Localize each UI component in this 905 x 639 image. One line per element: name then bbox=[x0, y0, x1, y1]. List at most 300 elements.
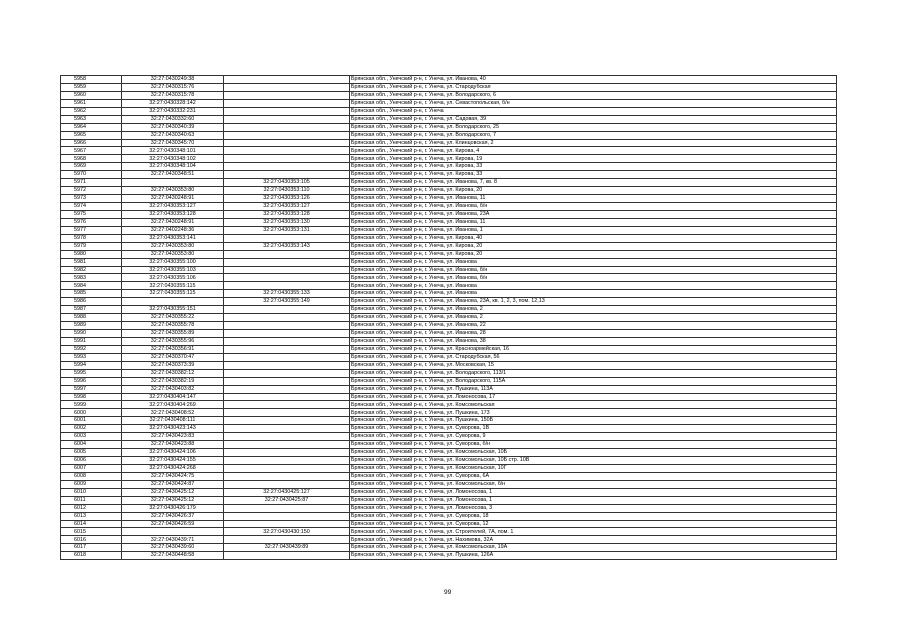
parent-cadastral-number-cell: 32:27:0430353:110 bbox=[224, 187, 350, 195]
address-cell: Брянская обл., Унечский р-н, г. Унеча, ул. Володарского, 113/1 bbox=[350, 369, 837, 377]
table-row bbox=[61, 345, 837, 353]
row-number-cell: 5998 bbox=[61, 393, 122, 401]
table-row bbox=[61, 464, 837, 472]
table-row bbox=[61, 314, 837, 322]
cadastral-number-cell: 32:27:0430424:268 bbox=[122, 464, 224, 472]
cadastral-number-cell: 32:27:0430249:38 bbox=[122, 76, 224, 84]
address-cell: Брянская обл., Унечский р-н, г. Унеча, ул. Володарского, 25 bbox=[350, 123, 837, 131]
table-row bbox=[61, 512, 837, 520]
table-row bbox=[61, 544, 837, 552]
cadastral-number-cell: 32:27:0430425:12 bbox=[122, 488, 224, 496]
row-number-cell: 5962 bbox=[61, 107, 122, 115]
address-cell: Брянская обл., Унечский р-н, г. Унеча, ул. Ломоносова, 17 bbox=[350, 393, 837, 401]
table-row bbox=[61, 258, 837, 266]
table-row bbox=[61, 385, 837, 393]
address-cell: Брянская обл., Унечский р-н, г. Унеча, ул. Иванова, б/н bbox=[350, 274, 837, 282]
parent-cadastral-number-cell bbox=[224, 504, 350, 512]
parent-cadastral-number-cell bbox=[224, 393, 350, 401]
parent-cadastral-number-cell bbox=[224, 163, 350, 171]
parent-cadastral-number-cell: 32:27:0430353:131 bbox=[224, 226, 350, 234]
table-row bbox=[61, 226, 837, 234]
cadastral-number-cell: 32:27:0430353:80 bbox=[122, 250, 224, 258]
table-row bbox=[61, 361, 837, 369]
table-row bbox=[61, 457, 837, 465]
cadastral-number-cell: 32:27:0430408:111 bbox=[122, 417, 224, 425]
row-number-cell: 6018 bbox=[61, 552, 122, 560]
cadastral-number-cell: 32:27:0430424:106 bbox=[122, 449, 224, 457]
cadastral-number-cell: 32:27:0430424:75 bbox=[122, 472, 224, 480]
parent-cadastral-number-cell bbox=[224, 99, 350, 107]
row-number-cell: 6011 bbox=[61, 496, 122, 504]
cadastral-number-cell: 32:27:0430426:59 bbox=[122, 520, 224, 528]
address-cell: Брянская обл., Унечский р-н, г. Унеча bbox=[350, 107, 837, 115]
parent-cadastral-number-cell: 32:27:0430353:128 bbox=[224, 210, 350, 218]
table-row bbox=[61, 496, 837, 504]
row-number-cell: 5969 bbox=[61, 163, 122, 171]
row-number-cell: 6002 bbox=[61, 425, 122, 433]
cadastral-number-cell: 32:27:0430355:96 bbox=[122, 337, 224, 345]
address-cell: Брянская обл., Унечский р-н, г. Унеча, ул. Красноармейская, 16 bbox=[350, 345, 837, 353]
parent-cadastral-number-cell bbox=[224, 234, 350, 242]
cadastral-number-cell: 32:27:0430355:115 bbox=[122, 290, 224, 298]
row-number-cell: 5982 bbox=[61, 266, 122, 274]
table-row bbox=[61, 488, 837, 496]
table-row bbox=[61, 203, 837, 211]
address-cell: Брянская обл., Унечский р-н, г. Унеча, ул. Иванова, 38 bbox=[350, 337, 837, 345]
cadastral-number-cell: 32:27:0430340:63 bbox=[122, 131, 224, 139]
address-cell: Брянская обл., Унечский р-н, г. Унеча, ул. Иванова, 23А bbox=[350, 210, 837, 218]
parent-cadastral-number-cell bbox=[224, 417, 350, 425]
address-cell: Брянская обл., Унечский р-н, г. Унеча, ул. Комсомольская bbox=[350, 401, 837, 409]
table-row bbox=[61, 536, 837, 544]
cadastral-number-cell: 32:27:0430355:78 bbox=[122, 322, 224, 330]
address-cell: Брянская обл., Унечский р-н, г. Унеча, ул. Иванова bbox=[350, 282, 837, 290]
table-row bbox=[61, 76, 837, 84]
parent-cadastral-number-cell bbox=[224, 377, 350, 385]
cadastral-number-cell: 32:27:0430345:70 bbox=[122, 139, 224, 147]
parent-cadastral-number-cell bbox=[224, 91, 350, 99]
row-number-cell: 5966 bbox=[61, 139, 122, 147]
row-number-cell: 5986 bbox=[61, 298, 122, 306]
cadastral-number-cell: 32:27:0430315:78 bbox=[122, 91, 224, 99]
row-number-cell: 5999 bbox=[61, 401, 122, 409]
table-row bbox=[61, 187, 837, 195]
cadastral-number-cell: 32:27:0430426:179 bbox=[122, 504, 224, 512]
row-number-cell: 5988 bbox=[61, 314, 122, 322]
cadastral-registry-table bbox=[60, 75, 837, 560]
parent-cadastral-number-cell bbox=[224, 345, 350, 353]
parent-cadastral-number-cell bbox=[224, 425, 350, 433]
row-number-cell: 6001 bbox=[61, 417, 122, 425]
row-number-cell: 6007 bbox=[61, 464, 122, 472]
cadastral-number-cell: 32:27:0430328:142 bbox=[122, 99, 224, 107]
address-cell: Брянская обл., Унечский р-н, г. Унеча, ул. Садовая, 39 bbox=[350, 115, 837, 123]
address-cell: Брянская обл., Унечский р-н, г. Унеча, ул. Иванова, 2 bbox=[350, 314, 837, 322]
cadastral-number-cell: 32:27:0430404:269 bbox=[122, 401, 224, 409]
parent-cadastral-number-cell bbox=[224, 83, 350, 91]
cadastral-number-cell: 32:27:0430425:12 bbox=[122, 496, 224, 504]
address-cell: Брянская обл., Унечский р-н, г. Унеча, ул. Иванова bbox=[350, 258, 837, 266]
address-cell: Брянская обл., Унечский р-н, г. Унеча, ул. Кирова, 4 bbox=[350, 147, 837, 155]
cadastral-number-cell: 32:27:0430353:80 bbox=[122, 242, 224, 250]
table-row bbox=[61, 115, 837, 123]
address-cell: Брянская обл., Унечский р-н, г. Унеча, ул. Нахимова, 32А bbox=[350, 536, 837, 544]
table-row bbox=[61, 504, 837, 512]
parent-cadastral-number-cell bbox=[224, 250, 350, 258]
row-number-cell: 5995 bbox=[61, 369, 122, 377]
address-cell: Брянская обл., Унечский р-н, г. Унеча, ул. Кирова, 40 bbox=[350, 234, 837, 242]
parent-cadastral-number-cell bbox=[224, 306, 350, 314]
cadastral-number-cell: 32:27:0430355:115 bbox=[122, 282, 224, 290]
table-row bbox=[61, 401, 837, 409]
cadastral-number-cell: 32:27:0430348:51 bbox=[122, 171, 224, 179]
row-number-cell: 5983 bbox=[61, 274, 122, 282]
cadastral-number-cell: 32:27:0430373:39 bbox=[122, 361, 224, 369]
row-number-cell: 5994 bbox=[61, 361, 122, 369]
cadastral-number-cell: 32:27:0430423:88 bbox=[122, 441, 224, 449]
table-row bbox=[61, 472, 837, 480]
address-cell: Брянская обл., Унечский р-н, г. Унеча, ул. Комсомольская, 10Б bbox=[350, 449, 837, 457]
row-number-cell: 5977 bbox=[61, 226, 122, 234]
row-number-cell: 5985 bbox=[61, 290, 122, 298]
parent-cadastral-number-cell bbox=[224, 314, 350, 322]
row-number-cell: 6004 bbox=[61, 441, 122, 449]
cadastral-number-cell: 32:27:0430355:106 bbox=[122, 274, 224, 282]
address-cell: Брянская обл., Унечский р-н, г. Унеча, ул. Комсомольская, 10Г bbox=[350, 464, 837, 472]
address-cell: Брянская обл., Унечский р-н, г. Унеча, ул. Суворова, 6А bbox=[350, 472, 837, 480]
address-cell: Брянская обл., Унечский р-н, г. Унеча, ул. Кирова, 20 bbox=[350, 242, 837, 250]
cadastral-number-cell: 32:27:0430426:37 bbox=[122, 512, 224, 520]
cadastral-number-cell: 32:27:0430353:128 bbox=[122, 210, 224, 218]
address-cell: Брянская обл., Унечский р-н, г. Унеча, ул. Пушкина, 126А bbox=[350, 552, 837, 560]
address-cell: Брянская обл., Унечский р-н, г. Унеча, ул. Комсомольская, 10Б стр. 10В bbox=[350, 457, 837, 465]
row-number-cell: 5971 bbox=[61, 179, 122, 187]
table-row bbox=[61, 234, 837, 242]
address-cell: Брянская обл., Унечский р-н, г. Унеча, ул. Иванова, 40 bbox=[350, 76, 837, 84]
parent-cadastral-number-cell bbox=[224, 385, 350, 393]
row-number-cell: 6017 bbox=[61, 544, 122, 552]
cadastral-number-cell: 32:27:0430423:83 bbox=[122, 433, 224, 441]
table-row bbox=[61, 480, 837, 488]
table-row bbox=[61, 250, 837, 258]
cadastral-number-cell: 32:27:0430248:91 bbox=[122, 218, 224, 226]
cadastral-number-cell: 32:27:0430353:127 bbox=[122, 203, 224, 211]
parent-cadastral-number-cell bbox=[224, 409, 350, 417]
address-cell: Брянская обл., Унечский р-н, г. Унеча, ул. Кирова, 19 bbox=[350, 155, 837, 163]
cadastral-number-cell: 32:27:0430355:151 bbox=[122, 306, 224, 314]
cadastral-number-cell: 32:27:0430355:103 bbox=[122, 266, 224, 274]
address-cell: Брянская обл., Унечский р-н, г. Унеча, ул. Иванова, 11 bbox=[350, 218, 837, 226]
table-row bbox=[61, 107, 837, 115]
table-row bbox=[61, 528, 837, 536]
table-row bbox=[61, 179, 837, 187]
address-cell: Брянская обл., Унечский р-н, г. Унеча, ул. Московская, 15 bbox=[350, 361, 837, 369]
row-number-cell: 5984 bbox=[61, 282, 122, 290]
parent-cadastral-number-cell bbox=[224, 107, 350, 115]
row-number-cell: 5973 bbox=[61, 195, 122, 203]
table-row bbox=[61, 298, 837, 306]
row-number-cell: 5967 bbox=[61, 147, 122, 155]
parent-cadastral-number-cell bbox=[224, 472, 350, 480]
parent-cadastral-number-cell bbox=[224, 282, 350, 290]
table-row bbox=[61, 353, 837, 361]
parent-cadastral-number-cell bbox=[224, 155, 350, 163]
row-number-cell: 5964 bbox=[61, 123, 122, 131]
parent-cadastral-number-cell bbox=[224, 115, 350, 123]
row-number-cell: 5963 bbox=[61, 115, 122, 123]
table-row bbox=[61, 552, 837, 560]
parent-cadastral-number-cell: 32:27:0430439:89 bbox=[224, 544, 350, 552]
cadastral-number-cell: 32:27:0430439:60 bbox=[122, 544, 224, 552]
address-cell: Брянская обл., Унечский р-н, г. Унеча, ул. Суворова, 1В bbox=[350, 425, 837, 433]
cadastral-number-cell: 32:27:0430403:82 bbox=[122, 385, 224, 393]
table-row bbox=[61, 377, 837, 385]
address-cell: Брянская обл., Унечский р-н, г. Унеча, ул. Володарского, 6 bbox=[350, 91, 837, 99]
table-row bbox=[61, 155, 837, 163]
row-number-cell: 5958 bbox=[61, 76, 122, 84]
parent-cadastral-number-cell bbox=[224, 147, 350, 155]
row-number-cell: 5980 bbox=[61, 250, 122, 258]
parent-cadastral-number-cell: 32:27:0430353:105 bbox=[224, 179, 350, 187]
row-number-cell: 5976 bbox=[61, 218, 122, 226]
address-cell: Брянская обл., Унечский р-н, г. Унеча, ул. Иванова, б/н bbox=[350, 266, 837, 274]
parent-cadastral-number-cell bbox=[224, 353, 350, 361]
cadastral-number-cell bbox=[122, 298, 224, 306]
parent-cadastral-number-cell bbox=[224, 131, 350, 139]
parent-cadastral-number-cell bbox=[224, 369, 350, 377]
row-number-cell: 5992 bbox=[61, 345, 122, 353]
row-number-cell: 5965 bbox=[61, 131, 122, 139]
cadastral-number-cell: 32:27:0430355:100 bbox=[122, 258, 224, 266]
cadastral-number-cell: 32:27:0430348:101 bbox=[122, 147, 224, 155]
table-row bbox=[61, 449, 837, 457]
address-cell: Брянская обл., Унечский р-н, г. Унеча, ул. Кирова, 33 bbox=[350, 171, 837, 179]
cadastral-number-cell: 32:27:0430356:91 bbox=[122, 345, 224, 353]
row-number-cell: 6016 bbox=[61, 536, 122, 544]
cadastral-number-cell: 32:27:0430355:89 bbox=[122, 330, 224, 338]
address-cell: Брянская обл., Унечский р-н, г. Унеча, ул. Иванова, 23А, кв. 1, 2, 3, пом. 12,13 bbox=[350, 298, 837, 306]
parent-cadastral-number-cell: 32:27:0430425:127 bbox=[224, 488, 350, 496]
parent-cadastral-number-cell bbox=[224, 401, 350, 409]
row-number-cell: 6015 bbox=[61, 528, 122, 536]
table-row bbox=[61, 322, 837, 330]
cadastral-number-cell: 32:27:0430348:102 bbox=[122, 155, 224, 163]
address-cell: Брянская обл., Унечский р-н, г. Унеча, ул. Кирова, 20 bbox=[350, 250, 837, 258]
table-row bbox=[61, 210, 837, 218]
address-cell: Брянская обл., Унечский р-н, г. Унеча, ул. Кирова, 20 bbox=[350, 187, 837, 195]
parent-cadastral-number-cell: 32:27:0430353:130 bbox=[224, 218, 350, 226]
row-number-cell: 6013 bbox=[61, 512, 122, 520]
cadastral-number-cell: 32:27:0402248:36 bbox=[122, 226, 224, 234]
row-number-cell: 5997 bbox=[61, 385, 122, 393]
cadastral-number-cell: 32:27:0430404:147 bbox=[122, 393, 224, 401]
address-cell: Брянская обл., Унечский р-н, г. Унеча, ул. Пушкина, 173 bbox=[350, 409, 837, 417]
address-cell: Брянская обл., Унечский р-н, г. Унеча, ул. Ломоносова, 3 bbox=[350, 504, 837, 512]
row-number-cell: 6008 bbox=[61, 472, 122, 480]
parent-cadastral-number-cell bbox=[224, 457, 350, 465]
parent-cadastral-number-cell bbox=[224, 552, 350, 560]
row-number-cell: 5961 bbox=[61, 99, 122, 107]
cadastral-number-cell: 32:27:0430340:39 bbox=[122, 123, 224, 131]
row-number-cell: 5974 bbox=[61, 203, 122, 211]
parent-cadastral-number-cell: 32:27:0430425:87 bbox=[224, 496, 350, 504]
address-cell: Брянская обл., Унечский р-н, г. Унеча, ул. Суворова, 12 bbox=[350, 520, 837, 528]
parent-cadastral-number-cell: 32:27:0430430:150 bbox=[224, 528, 350, 536]
table-row bbox=[61, 218, 837, 226]
address-cell: Брянская обл., Унечский р-н, г. Унеча, ул. Суворова, 18 bbox=[350, 512, 837, 520]
table-row bbox=[61, 171, 837, 179]
address-cell: Брянская обл., Унечский р-н, г. Унеча, ул. Иванова, 11 bbox=[350, 195, 837, 203]
cadastral-number-cell: 32:27:0430332:60 bbox=[122, 115, 224, 123]
cadastral-number-cell: 32:27:0430370:47 bbox=[122, 353, 224, 361]
cadastral-number-cell: 32:27:0430355:22 bbox=[122, 314, 224, 322]
cadastral-number-cell: 32:27:0430424:155 bbox=[122, 457, 224, 465]
cadastral-number-cell: 32:27:0430353:80 bbox=[122, 187, 224, 195]
cadastral-number-cell: 32:27:0430424:87 bbox=[122, 480, 224, 488]
parent-cadastral-number-cell bbox=[224, 123, 350, 131]
row-number-cell: 6012 bbox=[61, 504, 122, 512]
table-row bbox=[61, 290, 837, 298]
parent-cadastral-number-cell bbox=[224, 258, 350, 266]
registry-sheet bbox=[60, 75, 836, 560]
address-cell: Брянская обл., Унечский р-н, г. Унеча, ул. Севастопольская, б/н bbox=[350, 99, 837, 107]
address-cell: Брянская обл., Унечский р-н, г. Унеча, ул. Иванова, б/н bbox=[350, 203, 837, 211]
row-number-cell: 6003 bbox=[61, 433, 122, 441]
parent-cadastral-number-cell: 32:27:0430353:126 bbox=[224, 195, 350, 203]
parent-cadastral-number-cell: 32:27:0430353:127 bbox=[224, 203, 350, 211]
parent-cadastral-number-cell bbox=[224, 433, 350, 441]
table-row bbox=[61, 393, 837, 401]
address-cell: Брянская обл., Унечский р-н, г. Унеча, ул. Стародубская bbox=[350, 83, 837, 91]
parent-cadastral-number-cell bbox=[224, 330, 350, 338]
row-number-cell: 5989 bbox=[61, 322, 122, 330]
address-cell: Брянская обл., Унечский р-н, г. Унеча, ул. Стародубская, 56 bbox=[350, 353, 837, 361]
row-number-cell: 5968 bbox=[61, 155, 122, 163]
parent-cadastral-number-cell bbox=[224, 361, 350, 369]
cadastral-number-cell: 32:27:0430348:104 bbox=[122, 163, 224, 171]
parent-cadastral-number-cell bbox=[224, 337, 350, 345]
address-cell: Брянская обл., Унечский р-н, г. Унеча, ул. Иванова, 1 bbox=[350, 226, 837, 234]
parent-cadastral-number-cell bbox=[224, 274, 350, 282]
row-number-cell: 5996 bbox=[61, 377, 122, 385]
table-row bbox=[61, 91, 837, 99]
cadastral-number-cell: 32:27:0430353:141 bbox=[122, 234, 224, 242]
address-cell: Брянская обл., Унечский р-н, г. Унеча, ул. Строителей, 7А, пом. 1 bbox=[350, 528, 837, 536]
table-row bbox=[61, 330, 837, 338]
table-row bbox=[61, 409, 837, 417]
table-row bbox=[61, 306, 837, 314]
row-number-cell: 5970 bbox=[61, 171, 122, 179]
address-cell: Брянская обл., Унечский р-н, г. Унеча, ул. Иванова, 2 bbox=[350, 306, 837, 314]
cadastral-number-cell: 32:27:0430248:91 bbox=[122, 195, 224, 203]
parent-cadastral-number-cell bbox=[224, 449, 350, 457]
parent-cadastral-number-cell: 32:27:0430355:133 bbox=[224, 290, 350, 298]
table-row bbox=[61, 417, 837, 425]
address-cell: Брянская обл., Унечский р-н, г. Унеча, ул. Володарского, 115А bbox=[350, 377, 837, 385]
cadastral-number-cell: 32:27:0430448:58 bbox=[122, 552, 224, 560]
row-number-cell: 5959 bbox=[61, 83, 122, 91]
address-cell: Брянская обл., Унечский р-н, г. Унеча, ул. Пушкина, 113А bbox=[350, 385, 837, 393]
table-row bbox=[61, 195, 837, 203]
table-row bbox=[61, 274, 837, 282]
cadastral-number-cell bbox=[122, 528, 224, 536]
row-number-cell: 5987 bbox=[61, 306, 122, 314]
address-cell: Брянская обл., Унечский р-н, г. Унеча, ул. Ломоносова, 1 bbox=[350, 488, 837, 496]
row-number-cell: 5979 bbox=[61, 242, 122, 250]
table-row bbox=[61, 163, 837, 171]
cadastral-number-cell: 32:27:0430408:52 bbox=[122, 409, 224, 417]
row-number-cell: 5972 bbox=[61, 187, 122, 195]
parent-cadastral-number-cell bbox=[224, 464, 350, 472]
table-row bbox=[61, 139, 837, 147]
cadastral-number-cell bbox=[122, 179, 224, 187]
table-row bbox=[61, 123, 837, 131]
parent-cadastral-number-cell bbox=[224, 139, 350, 147]
table-row bbox=[61, 520, 837, 528]
table-row bbox=[61, 433, 837, 441]
parent-cadastral-number-cell bbox=[224, 480, 350, 488]
cadastral-number-cell: 32:27:0430382:12 bbox=[122, 369, 224, 377]
table-row bbox=[61, 266, 837, 274]
address-cell: Брянская обл., Унечский р-н, г. Унеча, ул. Пушкина, 150Б bbox=[350, 417, 837, 425]
cadastral-number-cell: 32:27:0430423:143 bbox=[122, 425, 224, 433]
row-number-cell: 6010 bbox=[61, 488, 122, 496]
table-row bbox=[61, 242, 837, 250]
row-number-cell: 6006 bbox=[61, 457, 122, 465]
table-row bbox=[61, 131, 837, 139]
address-cell: Брянская обл., Унечский р-н, г. Унеча, ул. Комсомольская, б/н bbox=[350, 480, 837, 488]
row-number-cell: 5993 bbox=[61, 353, 122, 361]
address-cell: Брянская обл., Унечский р-н, г. Унеча, ул. Иванова, 28 bbox=[350, 330, 837, 338]
parent-cadastral-number-cell bbox=[224, 76, 350, 84]
table-row bbox=[61, 83, 837, 91]
row-number-cell: 5991 bbox=[61, 337, 122, 345]
row-number-cell: 5975 bbox=[61, 210, 122, 218]
parent-cadastral-number-cell bbox=[224, 536, 350, 544]
row-number-cell: 5981 bbox=[61, 258, 122, 266]
address-cell: Брянская обл., Унечский р-н, г. Унеча, ул. Володарского, 7 bbox=[350, 131, 837, 139]
address-cell: Брянская обл., Унечский р-н, г. Унеча, ул. Кирова, 33 bbox=[350, 163, 837, 171]
address-cell: Брянская обл., Унечский р-н, г. Унеча, ул. Иванова bbox=[350, 290, 837, 298]
table-row bbox=[61, 441, 837, 449]
page-number: 99 bbox=[444, 589, 452, 596]
address-cell: Брянская обл., Унечский р-н, г. Унеча, ул. Комсомольская, 19А bbox=[350, 544, 837, 552]
parent-cadastral-number-cell: 32:27:0430353:143 bbox=[224, 242, 350, 250]
table-row bbox=[61, 147, 837, 155]
registry-table-body bbox=[61, 76, 837, 560]
parent-cadastral-number-cell: 32:27:0430355:149 bbox=[224, 298, 350, 306]
row-number-cell: 6005 bbox=[61, 449, 122, 457]
address-cell: Брянская обл., Унечский р-н, г. Унеча, ул. Суворова, 9 bbox=[350, 433, 837, 441]
row-number-cell: 5960 bbox=[61, 91, 122, 99]
table-row bbox=[61, 99, 837, 107]
cadastral-number-cell: 32:27:0430382:19 bbox=[122, 377, 224, 385]
table-row bbox=[61, 425, 837, 433]
address-cell: Брянская обл., Унечский р-н, г. Унеча, ул. Иванова, 7, кв. 8 bbox=[350, 179, 837, 187]
parent-cadastral-number-cell bbox=[224, 520, 350, 528]
parent-cadastral-number-cell bbox=[224, 322, 350, 330]
row-number-cell: 5978 bbox=[61, 234, 122, 242]
address-cell: Брянская обл., Унечский р-н, г. Унеча, ул. Клинцовская, 2 bbox=[350, 139, 837, 147]
row-number-cell: 6014 bbox=[61, 520, 122, 528]
row-number-cell: 6000 bbox=[61, 409, 122, 417]
table-row bbox=[61, 337, 837, 345]
address-cell: Брянская обл., Унечский р-н, г. Унеча, ул. Ломоносова, 1 bbox=[350, 496, 837, 504]
parent-cadastral-number-cell bbox=[224, 512, 350, 520]
address-cell: Брянская обл., Унечский р-н, г. Унеча, ул. Суворова, б/н bbox=[350, 441, 837, 449]
cadastral-number-cell: 32:27:0430332:231 bbox=[122, 107, 224, 115]
table-row bbox=[61, 369, 837, 377]
